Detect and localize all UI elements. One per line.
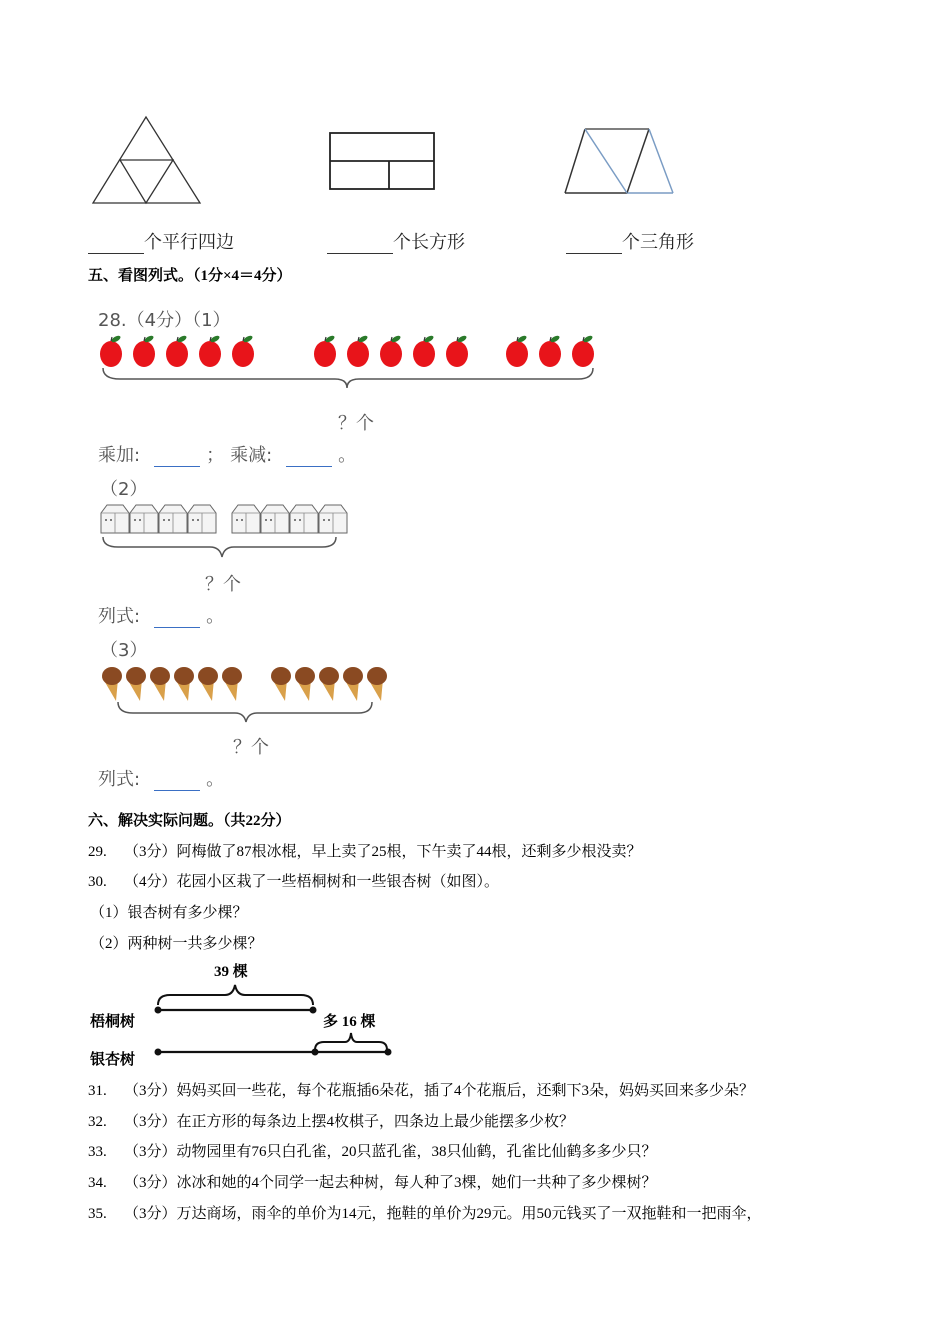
section5-heading: 五、看图列式。（1分×4＝4分） bbox=[88, 268, 292, 284]
label-multiply-add: 乘加: bbox=[98, 445, 141, 466]
part3-label: （3） bbox=[100, 640, 148, 661]
question-35 bbox=[88, 1205, 762, 1223]
label-wutong: 梧桐树 bbox=[90, 1014, 136, 1030]
question-32 bbox=[88, 1113, 574, 1131]
question-text: （3分）在正方形的每条边上摆4枚棋子，四条边上最少能摆多少枚？ bbox=[124, 1114, 575, 1130]
label-diff-16: 多 16 棵 bbox=[323, 1014, 376, 1030]
question-number: 32. bbox=[88, 1114, 107, 1130]
question-text: （3分）万达商场，雨伞的单价为14元，拖鞋的单价为29元。用50元钱买了一双拖鞋和一把雨伞， bbox=[124, 1206, 762, 1222]
brace-16 bbox=[315, 1033, 387, 1050]
subquestion-1: （1）银杏树有多少棵？ bbox=[90, 905, 248, 921]
subquestion-2: （2）两种树一共多少棵？ bbox=[90, 936, 263, 952]
question-total-3: ？个 bbox=[233, 737, 269, 758]
section6-heading: 六、解决实际问题。（共22分） bbox=[88, 813, 291, 829]
question-number: 34. bbox=[88, 1175, 107, 1191]
label-yinxing: 银杏树 bbox=[90, 1052, 136, 1068]
question-31 bbox=[88, 1082, 754, 1100]
question-text: （3分）冰冰和她的4个同学一起去种树，每人种了3棵，她们一共种了多少棵树？ bbox=[124, 1175, 657, 1191]
period: 。 bbox=[206, 606, 225, 627]
question-total-1: ？个 bbox=[338, 413, 374, 434]
q28-header: 28.（4分）（1） bbox=[98, 310, 231, 331]
brace-39 bbox=[158, 985, 313, 1005]
shape-label: 个长方形 bbox=[393, 232, 465, 252]
question-number: 31. bbox=[88, 1083, 107, 1099]
formula-label: 列式: bbox=[98, 769, 141, 790]
formula-label: 列式: bbox=[98, 606, 141, 627]
question-number: 29. bbox=[88, 844, 107, 860]
part2-label: （2） bbox=[100, 479, 148, 500]
question-33 bbox=[88, 1143, 657, 1161]
question-number: 35. bbox=[88, 1206, 107, 1222]
question-number: 33. bbox=[88, 1144, 107, 1160]
label-39: 39 棵 bbox=[214, 964, 248, 980]
label-multiply-subtract: 乘减: bbox=[230, 445, 273, 466]
question-34 bbox=[88, 1174, 657, 1192]
period: 。 bbox=[338, 445, 357, 466]
question-text: （3分）动物园里有76只白孔雀，20只蓝孔雀，38只仙鹤，孔雀比仙鹤多多少只？ bbox=[124, 1144, 657, 1160]
question-number: 30. bbox=[88, 874, 107, 890]
separator: ； bbox=[206, 445, 225, 466]
period: 。 bbox=[206, 769, 225, 790]
question-total-2: ？个 bbox=[205, 574, 241, 595]
question-text: （3分）妈妈买回一些花，每个花瓶插6朵花，插了4个花瓶后，还剩下3朵，妈妈买回来多少朵？ bbox=[124, 1083, 755, 1099]
shape-label: 个平行四边 bbox=[144, 232, 234, 252]
shape-label: 个三角形 bbox=[622, 232, 694, 252]
question-text: （4分）花园小区栽了一些梧桐树和一些银杏树（如图）。 bbox=[124, 874, 500, 890]
question-text: （3分）阿梅做了87根冰棍，早上卖了25根，下午卖了44根，还剩多少根没卖？ bbox=[124, 844, 642, 860]
